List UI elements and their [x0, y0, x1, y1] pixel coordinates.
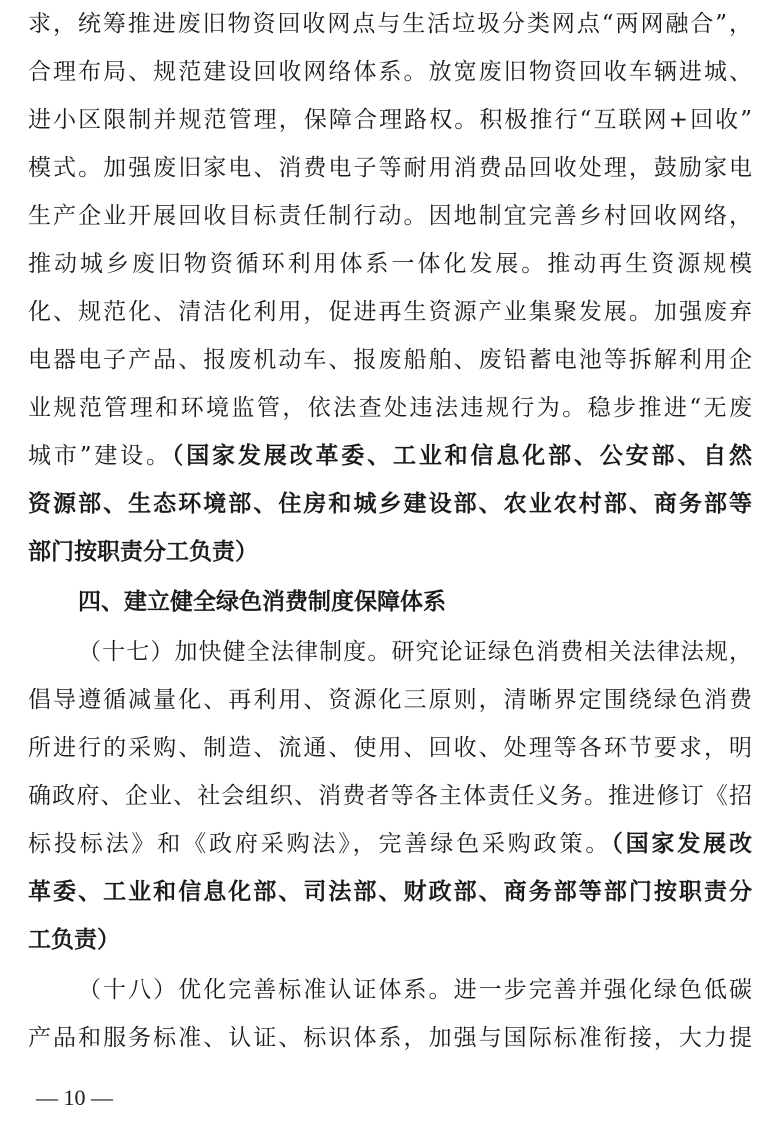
text-line-10-plain: 城市”建设。: [28, 443, 172, 469]
text-line-12: [28, 528, 752, 576]
text-line-1: 求，统筹推进废旧物资回收网点与生活垃圾分类网点“两网融合”，: [28, 11, 752, 37]
text-line-10: [28, 432, 752, 480]
text-line-14: （十七）加快健全法律制度。研究论证绿色消费相关法律法规，: [78, 639, 752, 665]
text-line-20: [28, 916, 752, 964]
text-line-9: 业规范管理和环境监管，依法查处违法违规行为。稳步推进“无废: [28, 395, 752, 421]
text-line-7: 化、规范化、清洁化利用，促进再生资源产业集聚发展。加强废弃: [28, 299, 752, 325]
text-line-18-plain: 标投标法》和《政府采购法》，完善绿色采购政策。: [28, 831, 612, 857]
responsibility-note-6: 工负责）: [28, 927, 120, 953]
responsibility-note-3: 部门按职责分工负责）: [28, 539, 258, 565]
text-line-22: 产品和服务标准、认证、标识体系，加强与国际标准衔接，大力提: [28, 1025, 752, 1051]
section-heading: 四、建立健全绿色消费制度保障体系: [78, 589, 446, 615]
text-line-21: （十八）优化完善标准认证体系。进一步完善并强化绿色低碳: [78, 977, 752, 1003]
text-line-15: 倡导遵循减量化、再利用、资源化三原则，清晰界定围绕绿色消费: [28, 687, 752, 713]
text-line-2: 合理布局、规范建设回收网络体系。放宽废旧物资回收车辆进城、: [28, 59, 752, 85]
responsibility-note-2: 资源部、生态环境部、住房和城乡建设部、农业农村部、商务部等: [28, 491, 752, 517]
text-line-3: 进小区限制并规范管理，保障合理路权。积极推行“互联网+回收”: [28, 107, 752, 133]
text-line-19: [28, 868, 752, 916]
responsibility-note-5: 革委、工业和信息化部、司法部、财政部、商务部等部门按职责分: [28, 879, 752, 905]
text-line-4: 模式。加强废旧家电、消费电子等耐用消费品回收处理，鼓励家电: [28, 155, 752, 181]
text-line-8: 电器电子产品、报废机动车、报废船舶、废铅蓄电池等拆解利用企: [28, 347, 752, 373]
text-line-11: [28, 480, 752, 528]
responsibility-note-1: （国家发展改革委、工业和信息化部、公安部、自然: [171, 443, 752, 469]
text-line-18: [28, 820, 752, 868]
text-line-6: 推动城乡废旧物资循环利用体系一体化发展。推动再生资源规模: [28, 251, 752, 277]
page-number: — 10 —: [36, 1085, 113, 1110]
text-line-16: 所进行的采购、制造、流通、使用、回收、处理等各环节要求，明: [28, 735, 752, 761]
text-line-5: 生产企业开展回收目标责任制行动。因地制宜完善乡村回收网络，: [28, 203, 752, 229]
text-line-17: 确政府、企业、社会组织、消费者等各主体责任义务。推进修订《招: [28, 783, 752, 809]
responsibility-note-4: （国家发展改: [611, 831, 752, 857]
